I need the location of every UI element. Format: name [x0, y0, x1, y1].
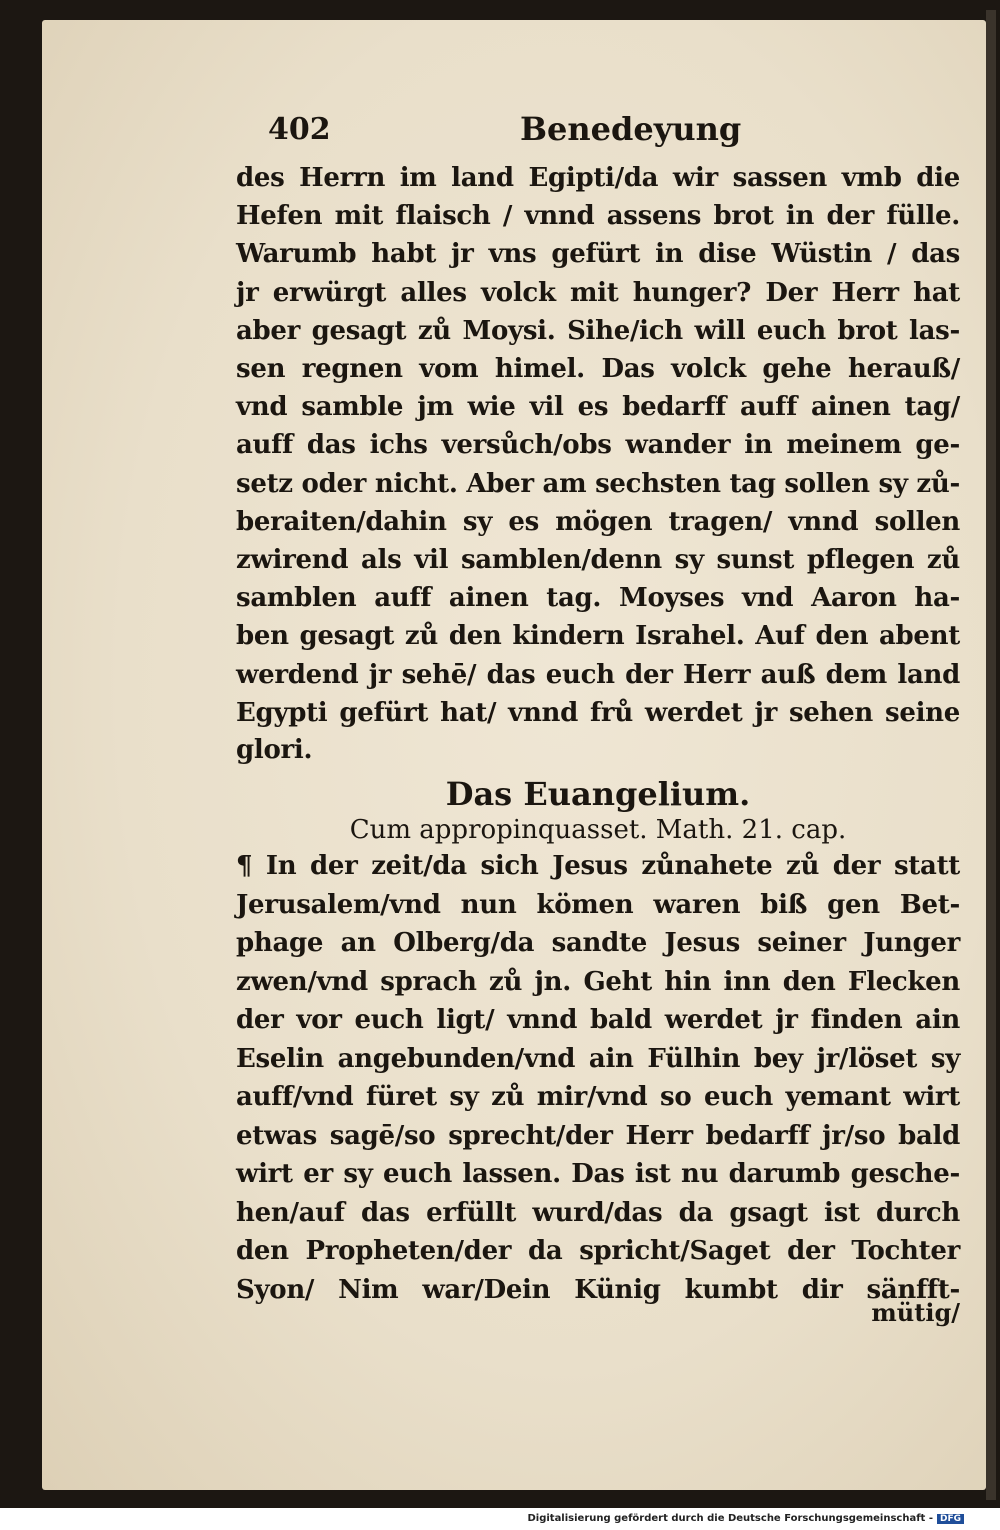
text-line: Eselin angebunden/vnd ain Fülhin bey jr/löset sy	[236, 1043, 960, 1074]
text-line: den Propheten/der da spricht/Saget der Tochter	[236, 1236, 960, 1266]
text-line: phage an Olberg/da sandte Jesus seiner Junger	[236, 928, 960, 958]
text-line: wirt er sy euch lassen. Das ist nu darumb gesche-	[236, 1159, 960, 1189]
page-number: 402	[268, 112, 331, 147]
section-subheading: Cum appropinquasset. Math. 21. cap.	[349, 815, 847, 845]
text-line: der vor euch ligt/ vnnd bald werdet jr finden ain	[236, 1005, 960, 1035]
text-line: sen regnen vom himel. Das volck gehe herauß/	[236, 354, 960, 384]
text-line: Warumb habt jr vns gefürt in dise Wüstin / das	[236, 239, 960, 270]
footer-text: Digitalisierung gefördert durch die Deutsche Forschungsgemeinschaft -	[527, 1513, 933, 1524]
text-line: werdend jr sehē/ das euch der Herr auß dem land	[236, 659, 960, 690]
section-heading: Das Euangelium.	[445, 775, 751, 813]
text-line: setz oder nicht. Aber am sechsten tag sollen sy zů-	[236, 468, 960, 499]
text-line: samblen auff ainen tag. Moyses vnd Aaron ha-	[236, 583, 960, 614]
text-line: beraiten/dahin sy es mögen tragen/ vnnd sollen	[236, 506, 960, 537]
text-line: hen/auf das erfüllt wurd/das da gsagt ist durch	[236, 1197, 960, 1228]
text-line: glori.	[236, 735, 313, 765]
dfg-logo: DFG	[937, 1514, 964, 1524]
catchword: mütig/	[871, 1298, 960, 1327]
text-line: jr erwürgt alles volck mit hunger? Der Herr hat	[236, 277, 960, 308]
text-line: auff das ichs versůch/obs wander in meinem ge-	[236, 430, 960, 461]
text-line: Jerusalem/vnd nun kömen waren biß gen Bet-	[236, 889, 960, 920]
text-line: Syon/ Nim war/Dein Künig kumbt dir sänfft-	[236, 1274, 960, 1305]
text-line: zwirend als vil samblen/denn sy sunst pflegen zů	[236, 545, 960, 575]
book-edge	[986, 10, 996, 1500]
text-line: Egypti gefürt hat/ vnnd frů werdet jr sehen seine	[236, 697, 960, 728]
text-line: ben gesagt zů den kindern Israhel. Auf den abent	[236, 621, 960, 652]
footer-credit	[527, 1513, 964, 1524]
text-line: ¶ In der zeit/da sich Jesus zůnahete zů der statt	[236, 851, 960, 881]
running-title: Benedeyung	[520, 110, 742, 148]
text-line: vnd samble jm wie vil es bedarff auff ainen tag/	[236, 392, 960, 423]
text-line: zwen/vnd sprach zů jn. Geht hin inn den Flecken	[236, 966, 960, 997]
text-line: etwas sagē/so sprecht/der Herr bedarff jr/so bald	[236, 1120, 960, 1151]
text-line: auff/vnd füret sy zů mir/vnd so euch yemant wirt	[236, 1082, 960, 1112]
text-line: des Herrn im land Egipti/da wir sassen vmb die	[236, 163, 960, 193]
text-line: Hefen mit flaisch / vnnd assens brot in der fülle.	[236, 201, 960, 232]
text-line: aber gesagt zů Moysi. Sihe/ich will euch brot las-	[236, 315, 960, 346]
